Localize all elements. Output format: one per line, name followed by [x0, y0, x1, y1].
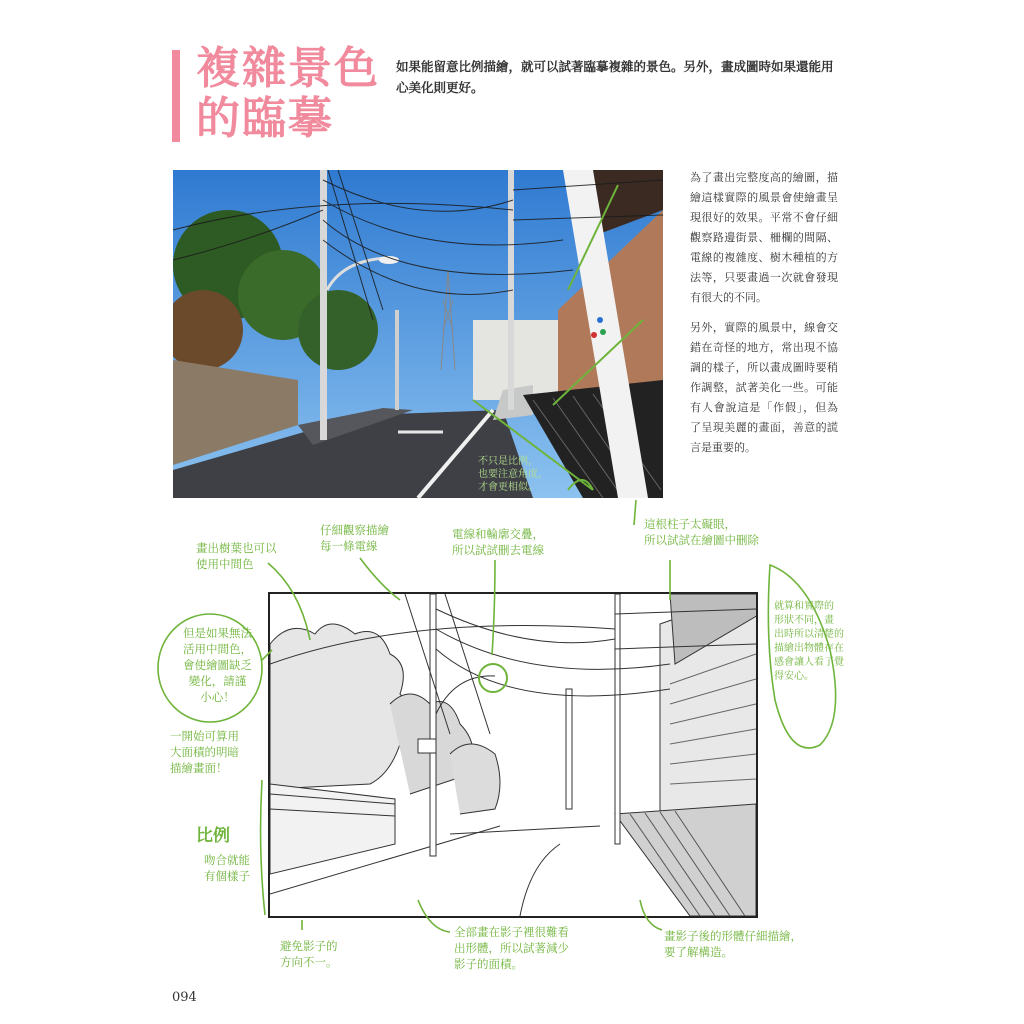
note-shadow-direction: 避免影子的 方向不一。	[280, 939, 338, 969]
side-text-para-2: 另外，實際的風景中，線會交錯在奇怪的地方，常出現不協調的樣子，所以畫成圖時要稍作調整，試著美化一些。可能有人會說這是「作假」，但為了呈現美麗的畫面，善意的謊言是重要的。	[690, 321, 838, 454]
page-title	[196, 44, 380, 144]
note-ratio-text: 吻合就能 有個樣子	[204, 853, 250, 883]
note-building: 就算和實際的 形狀不同，畫 出時所以清楚的 描繪出物體存在 感會讓人看了覺得安心。	[774, 601, 844, 682]
note-photo-angle: 不只是比例， 也要注意角度， 才會更相似。	[478, 456, 548, 493]
note-fence: 畫影子後的形體仔細描繪， 要了解構造。	[664, 929, 802, 959]
note-midtone-caution: 但是如果無法 活用中間色， 會使繪圖缺乏 變化，請謹 小心！	[183, 626, 252, 704]
intro-text: 如果能留意比例描繪，就可以試著臨摹複雜的景色。另外，畫成圖時如果還能用心美化則更好。	[396, 59, 834, 95]
page-number: 094	[172, 990, 197, 1005]
note-wall-observe: 仔細觀察描繪 每一條電線	[320, 523, 389, 553]
street-sketch	[268, 592, 758, 918]
street-photo	[173, 170, 663, 498]
note-pole-remove: 這根柱子太礙眼， 所以試試在繪圖中刪除	[644, 517, 759, 547]
title-line-2: 的臨摹	[196, 93, 334, 144]
title-accent-bar	[172, 50, 180, 142]
note-shadow-full: 全部畫在影子裡很難看 出形體，所以試著減少 影子的面積。	[454, 925, 569, 971]
side-text-para-1: 為了畫出完整度高的繪圖，描繪這樣實際的風景會使繪畫呈現很好的效果。平常不會仔細觀察路邊街景、柵欄的間隔、電線的複雜度、樹木種植的方法等，只要畫過一次就會發現有很大的不同。	[690, 171, 838, 304]
note-dark-tone: 一開始可算用 大面積的明暗 描繪畫面！	[170, 729, 239, 775]
note-trees-midtone: 畫出樹葉也可以 使用中間色	[196, 541, 277, 571]
note-ratio-label: 比例	[196, 826, 230, 846]
title-line-1: 複雜景色	[196, 43, 380, 94]
note-wires-overlap: 電線和輪廓交疊， 所以試試刪去電線	[452, 527, 544, 557]
side-text	[690, 168, 838, 468]
